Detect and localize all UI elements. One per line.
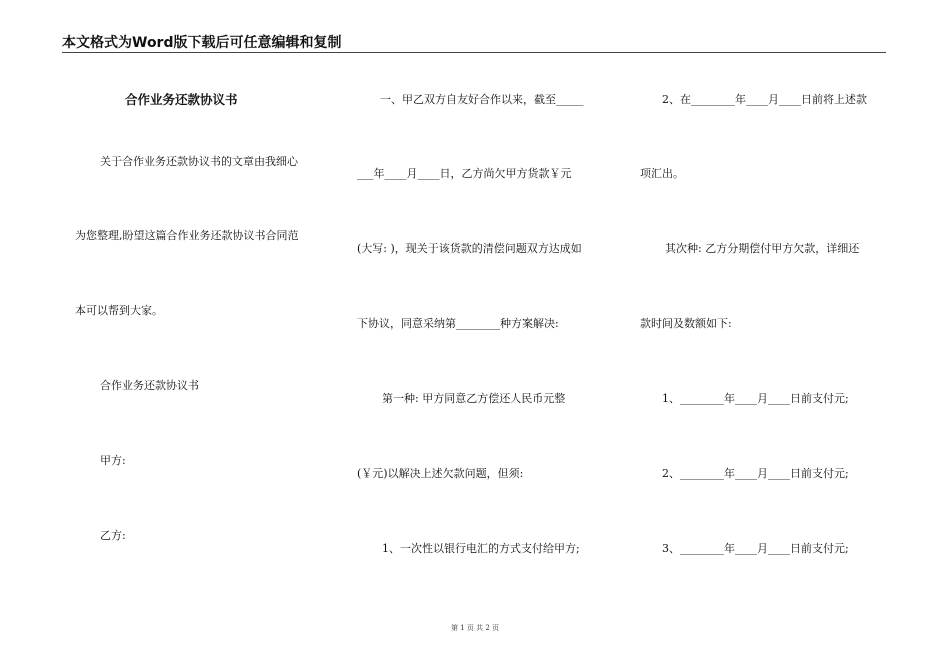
party-b-label: 乙方:	[100, 529, 126, 542]
text-line: 1、________年____月____日前支付元;	[662, 392, 849, 405]
document-title: 合作业务还款协议书	[125, 92, 238, 107]
text-line: 款时间及数额如下:	[640, 317, 732, 330]
party-a-label: 甲方:	[100, 454, 126, 467]
text-line: 2、________年____月____日前支付元;	[662, 467, 849, 480]
page-footer: 第 1 页 共 2 页	[450, 624, 500, 632]
text-line: 本可以帮到大家。	[75, 304, 163, 317]
text-line: 3、________年____月____日前支付元;	[662, 542, 849, 555]
text-line: (￥元)以解决上述欠款问题，但须:	[357, 467, 524, 480]
text-line: 关于合作业务还款协议书的文章由我细心	[100, 155, 298, 168]
text-line: 其次种: 乙方分期偿付甲方欠款，详细还	[665, 242, 860, 255]
text-line: 为您整理,盼望这篇合作业务还款协议书合同范	[75, 229, 299, 242]
text-line: 第一种: 甲方同意乙方偿还人民币元整	[382, 392, 566, 405]
text-line: 1、一次性以银行电汇的方式支付给甲方;	[382, 542, 580, 555]
text-line: (大写: )，现关于该货款的清偿问题双方达成如	[357, 242, 582, 255]
header-divider	[62, 52, 886, 53]
text-line: 项汇出。	[640, 167, 684, 180]
text-line: 2、在________年____月____日前将上述款	[662, 93, 867, 106]
text-line: 下协议，同意采纳第________种方案解决:	[357, 317, 559, 330]
text-line: 一、甲乙双方自友好合作以来，截至_____	[380, 93, 584, 106]
document-header: 本文格式为Word版下载后可任意编辑和复制	[62, 35, 342, 51]
text-line: ___年____月____日，乙方尚欠甲方货款￥元	[357, 167, 572, 180]
section-title: 合作业务还款协议书	[100, 379, 199, 392]
